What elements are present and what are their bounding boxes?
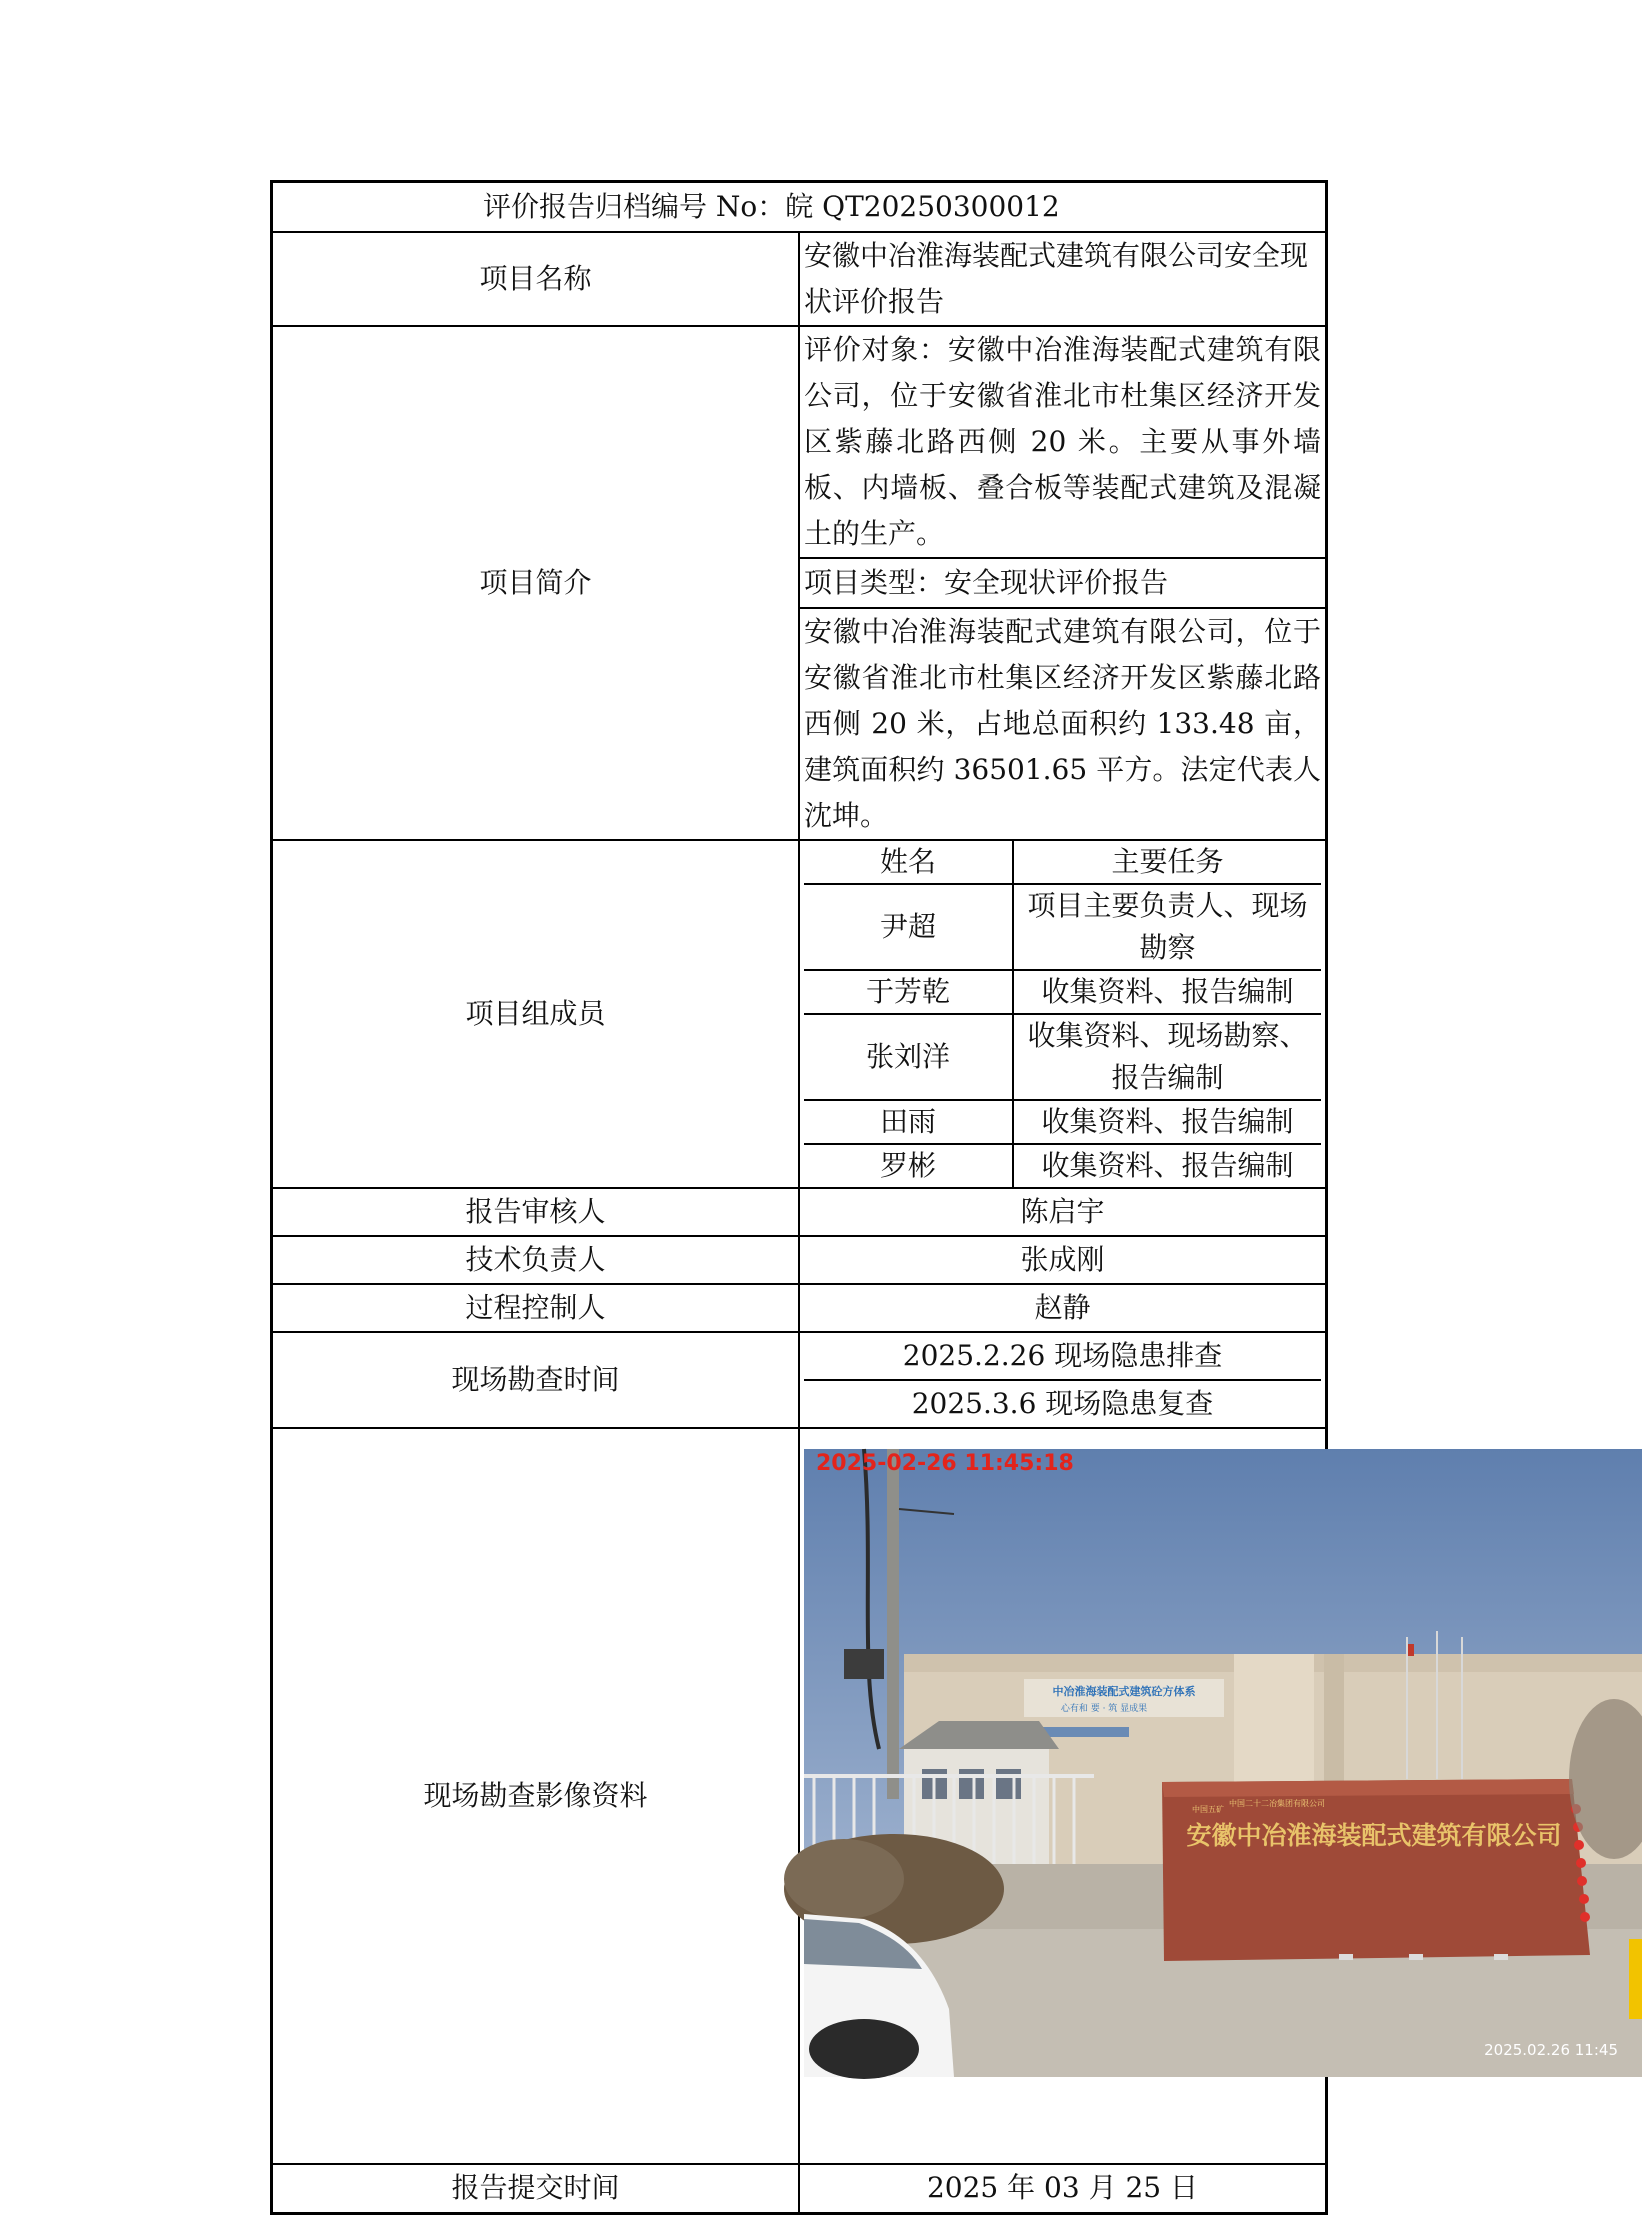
summary-type: 项目类型：安全现状评价报告 [799, 558, 1327, 608]
utility-pole [887, 1449, 899, 1799]
visit-entry: 2025.3.6 现场隐患复查 [804, 1380, 1321, 1427]
report-cover-document [270, 180, 1618, 2215]
submit-time-value: 2025 年 03 月 25 日 [799, 2164, 1327, 2214]
summary-label: 项目简介 [272, 326, 800, 840]
member-task: 项目主要负责人、现场勘察 [1013, 884, 1321, 970]
company-sign-wall [1162, 1779, 1590, 1961]
building-slogan: 心有和 要 · 筑 显成果 [1060, 1703, 1148, 1714]
sign-logo-right: 中国二十二冶集团有限公司 [1229, 1798, 1325, 1808]
members-header-name: 姓名 [804, 841, 1013, 884]
table-row [804, 884, 1321, 970]
member-task: 收集资料、现场勘察、报告编制 [1013, 1014, 1321, 1100]
sign-logo-left: 中国五矿 [1192, 1804, 1224, 1814]
table-row [804, 970, 1321, 1014]
table-row [804, 1014, 1321, 1100]
member-name: 田雨 [804, 1100, 1013, 1144]
table-row [804, 1100, 1321, 1144]
tech-lead-value: 张成刚 [799, 1236, 1327, 1284]
photo-timestamp-bottom: 2025.02.26 11:45 [1484, 2040, 1618, 2059]
members-cell [799, 840, 1327, 1188]
members-header-task: 主要任务 [1013, 841, 1321, 884]
sign-company-name: 安徽中冶淮海装配式建筑有限公司 [1186, 1820, 1562, 1850]
photo-timestamp-top: 2025-02-26 11:45:18 [816, 1450, 1074, 1476]
member-task: 收集资料、报告编制 [1013, 970, 1321, 1014]
tech-lead-label: 技术负责人 [272, 1236, 800, 1284]
submit-time-label: 报告提交时间 [272, 2164, 800, 2214]
summary-detail: 安徽中冶淮海装配式建筑有限公司，位于安徽省淮北市杜集区经济开发区紫藤北路西侧 20 米，占地总面积约 133.48 亩，建筑面积约 36501.65 平方。法定代表人沈坤。 [799, 608, 1327, 840]
members-table [804, 841, 1321, 1187]
building-banner: 中冶淮海装配式建筑砼方体系 [1052, 1684, 1196, 1698]
members-label: 项目组成员 [272, 840, 800, 1188]
summary-object: 评价对象：安徽中冶淮海装配式建筑有限公司，位于安徽省淮北市杜集区经济开发区紫藤北路西侧 20 米。主要从事外墙板、内墙板、叠合板等装配式建筑及混凝土的生产。 [799, 326, 1327, 558]
visit-time-table [804, 1333, 1321, 1427]
process-control-label: 过程控制人 [272, 1284, 800, 1332]
photo-label: 现场勘查影像资料 [272, 1428, 800, 2164]
project-name-label: 项目名称 [272, 232, 800, 326]
project-name-value: 安徽中冶淮海装配式建筑有限公司安全现状评价报告 [799, 232, 1327, 326]
member-task: 收集资料、报告编制 [1013, 1100, 1321, 1144]
member-name: 尹超 [804, 884, 1013, 970]
member-name: 张刘洋 [804, 1014, 1013, 1100]
reviewer-value: 陈启宇 [799, 1188, 1327, 1236]
archive-number: 评价报告归档编号 No：皖 QT20250300012 [272, 182, 1327, 232]
reviewer-label: 报告审核人 [272, 1188, 800, 1236]
fence [804, 1774, 1094, 1778]
photo-cell [799, 1428, 1618, 2164]
member-name: 罗彬 [804, 1144, 1013, 1187]
visit-entry: 2025.2.26 现场隐患排查 [804, 1333, 1321, 1380]
site-photo [804, 1449, 1642, 2077]
table-row [804, 1144, 1321, 1187]
process-control-value: 赵静 [799, 1284, 1327, 1332]
visit-time-cell [799, 1332, 1327, 1428]
member-task: 收集资料、报告编制 [1013, 1144, 1321, 1187]
member-name: 于芳乾 [804, 970, 1013, 1014]
site-photo-illustration [804, 1449, 1642, 2077]
visit-time-label: 现场勘查时间 [272, 1332, 800, 1428]
report-info-table [270, 180, 1618, 2215]
